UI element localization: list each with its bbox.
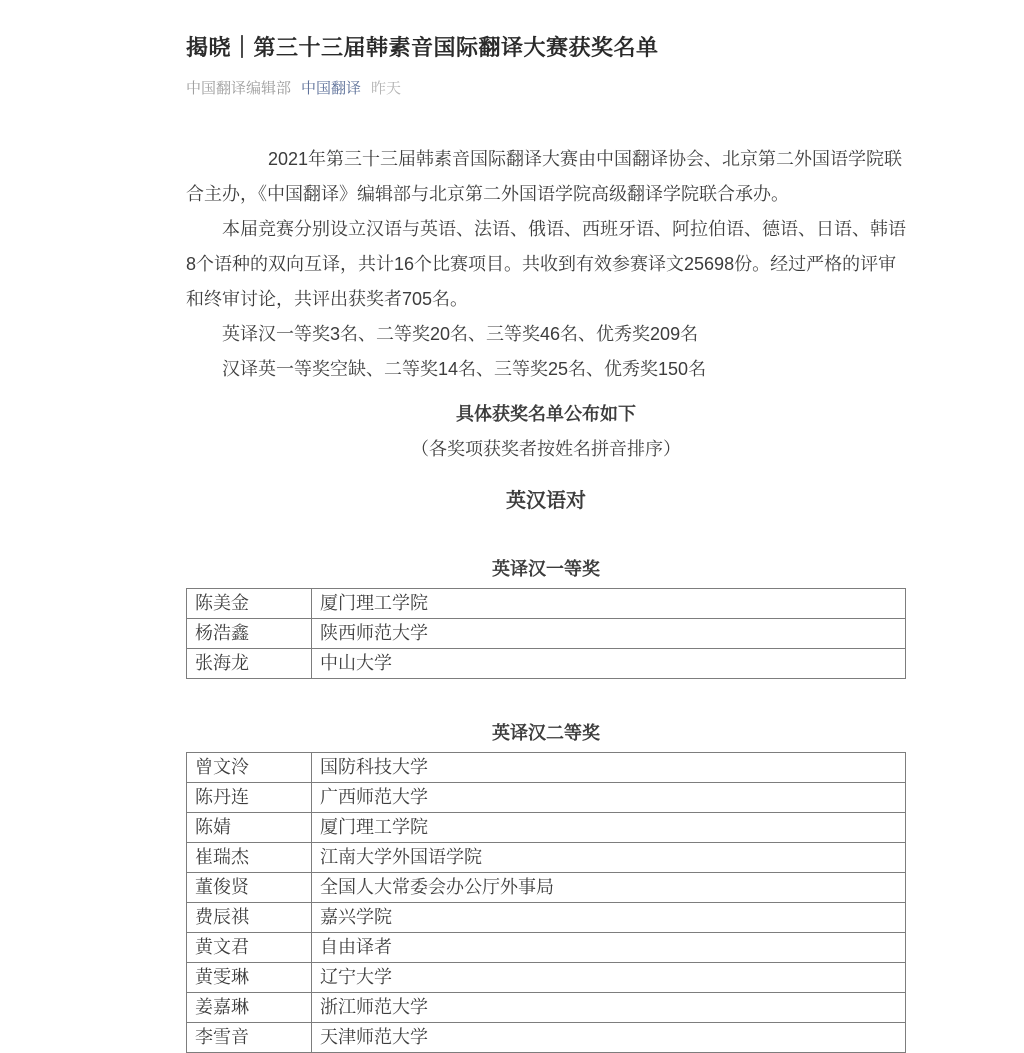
table-title-e2c-second-prize: 英译汉二等奖 [492,723,600,743]
table-row [187,589,906,619]
section-heading-english-chinese-pair: 英汉语对 [506,490,586,512]
byline-author: 中国翻译编辑部 [186,80,292,97]
table-row [187,1023,906,1053]
byline-account-link[interactable]: 中国翻译 [301,80,362,97]
article-page [0,33,1024,1047]
winner-institution: 自由译者 [312,933,906,963]
table-row [187,993,906,1023]
awards-table-e2c-first-prize [186,588,906,679]
winner-institution: 厦门理工学院 [312,589,906,619]
winner-institution: 天津师范大学 [312,1023,906,1053]
byline [186,78,906,99]
winner-name: 陈婧 [187,813,312,843]
winner-institution: 全国人大常委会办公厅外事局 [312,873,906,903]
table-row [187,873,906,903]
table-row [187,783,906,813]
table-row [187,963,906,993]
winner-institution: 中山大学 [312,649,906,679]
winner-institution: 厦门理工学院 [312,813,906,843]
winner-institution: 浙江师范大学 [312,993,906,1023]
table-row [187,813,906,843]
table-row [187,753,906,783]
heading-winner-list-announcement: 具体获奖名单公布如下 [456,404,636,424]
winner-name: 杨浩鑫 [187,619,312,649]
winner-institution: 国防科技大学 [312,753,906,783]
winner-name: 姜嘉琳 [187,993,312,1023]
winner-name: 黄文君 [187,933,312,963]
paragraph-c2e-award-counts: 汉译英一等奖空缺、二等奖14名、三等奖25名、优秀奖150名 [222,359,707,379]
winner-name: 崔瑞杰 [187,843,312,873]
winner-name: 张海龙 [187,649,312,679]
winner-name: 陈丹连 [187,783,312,813]
byline-date: 昨天 [371,80,402,97]
winner-name: 曾文泠 [187,753,312,783]
winner-name: 李雪音 [187,1023,312,1053]
winner-institution: 陕西师范大学 [312,619,906,649]
winner-name: 黄雯琳 [187,963,312,993]
table-row [187,933,906,963]
table-row [187,843,906,873]
subheading-pinyin-sort-note: （各奖项获奖者按姓名拼音排序） [411,439,681,459]
table-title-e2c-first-prize: 英译汉一等奖 [492,559,600,579]
winner-institution: 嘉兴学院 [312,903,906,933]
page-title: 揭晓｜第三十三届韩素音国际翻译大赛获奖名单 [186,35,659,60]
table-row [187,903,906,933]
winner-institution: 广西师范大学 [312,783,906,813]
winner-name: 费辰祺 [187,903,312,933]
awards-table-e2c-second-prize [186,752,906,1053]
paragraph-e2c-award-counts: 英译汉一等奖3名、二等奖20名、三等奖46名、优秀奖209名 [222,324,699,344]
winner-name: 董俊贤 [187,873,312,903]
table-row [187,619,906,649]
winner-institution: 辽宁大学 [312,963,906,993]
winner-institution: 江南大学外国语学院 [312,843,906,873]
article-content [186,33,906,1053]
article-body [186,142,906,1053]
winner-name: 陈美金 [187,589,312,619]
paragraph-overview: 本届竞赛分别设立汉语与英语、法语、俄语、西班牙语、阿拉伯语、德语、日语、韩语8个语种的双向互译，共计16个比赛项目。共收到有效参赛译文25698份。经过严格的评审和终审讨论，共评出获奖者705名。 [186,219,906,309]
table-row [187,649,906,679]
paragraph-organizers: 2021年第三十三届韩素音国际翻译大赛由中国翻译协会、北京第二外国语学院联合主办，《中国翻译》编辑部与北京第二外国语学院高级翻译学院联合承办。 [186,149,903,204]
